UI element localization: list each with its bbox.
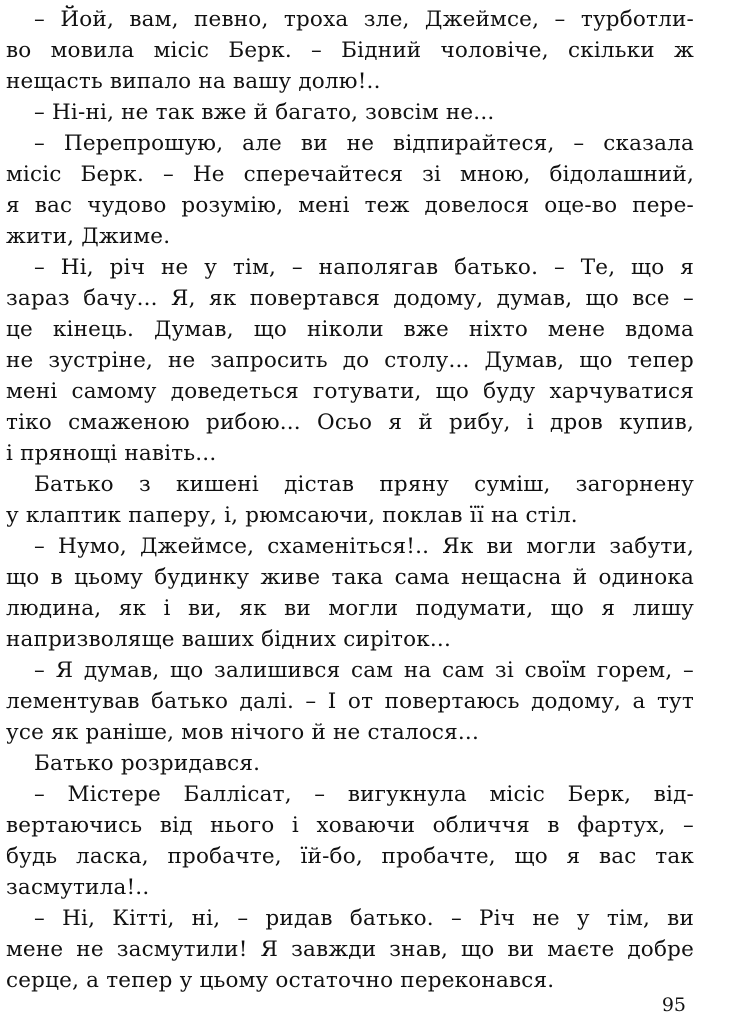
text-line: будь ласка, пробачте, їй-бо, пробачте, що я вас так bbox=[6, 844, 694, 869]
text-line: жити, Джиме. bbox=[6, 224, 171, 249]
text-line: – Перепрошую, але ви не відпирайтеся, – сказала bbox=[34, 131, 694, 156]
page-number: 95 bbox=[661, 994, 686, 1016]
text-line: – Йой, вам, певно, троха зле, Джеймсе, – турботли- bbox=[34, 7, 694, 32]
text-line: людина, як і ви, як ви могли подумати, що я лишу bbox=[6, 596, 694, 621]
text-line: лементував батько далі. – І от повертаюсь додому, а тут bbox=[6, 689, 694, 714]
text-line: Батько розридався. bbox=[34, 751, 261, 776]
text-line: тіко смаженою рибою... Осьо я й рибу, і дров купив, bbox=[6, 410, 694, 435]
text-line: – Я думав, що залишився сам на сам зі своїм горем, – bbox=[34, 658, 694, 683]
text-line: – Ні, річ не у тім, – наполягав батько. – Те, що я bbox=[34, 255, 694, 280]
text-line: місіс Берк. – Не сперечайтеся зі мною, бідолашний, bbox=[6, 162, 694, 187]
text-line: нещасть випало на вашу долю!.. bbox=[6, 69, 381, 94]
text-line: я вас чудово розумію, мені теж довелося оце-во пере- bbox=[6, 193, 694, 218]
text-line: вертаючись від нього і ховаючи обличчя в фартух, – bbox=[6, 813, 694, 838]
text-line: серце, а тепер у цьому остаточно переконався. bbox=[6, 968, 555, 993]
text-line: усе як раніше, мов нічого й не сталося... bbox=[6, 720, 479, 745]
text-line: Батько з кишені дістав пряну суміш, загорнену bbox=[34, 472, 694, 497]
text-line: мені самому доведеться готувати, що буду харчуватися bbox=[6, 379, 694, 404]
page-body bbox=[6, 4, 694, 996]
text-line: – Ні, Кітті, ні, – ридав батько. – Річ не у тім, ви bbox=[34, 906, 694, 931]
text-line: зараз бачу... Я, як повертався додому, думав, що все – bbox=[6, 286, 694, 311]
text-line: і прянощі навіть... bbox=[6, 441, 217, 466]
text-line: у клаптик паперу, і, рюмсаючи, поклав її на стіл. bbox=[6, 503, 578, 528]
text-line: – Містере Баллісат, – вигукнула місіс Берк, від- bbox=[34, 782, 694, 807]
text-line: во мовила місіс Берк. – Бідний чоловіче, скільки ж bbox=[6, 38, 694, 63]
text-line: – Нумо, Джеймсе, схаменіться!.. Як ви могли забути, bbox=[34, 534, 694, 559]
text-line: засмутила!.. bbox=[6, 875, 150, 900]
text-line: напризволяще ваших бідних сиріток... bbox=[6, 627, 451, 652]
text-line: не зустріне, не запросить до столу... Думав, що тепер bbox=[6, 348, 694, 373]
text-line: мене не засмутили! Я завжди знав, що ви маєте добре bbox=[6, 937, 694, 962]
text-line: це кінець. Думав, що ніколи вже ніхто мене вдома bbox=[6, 317, 694, 342]
text-line: що в цьому будинку живе така сама нещасна й одинока bbox=[6, 565, 694, 590]
text-line: – Ні-ні, не так вже й багато, зовсім не... bbox=[34, 100, 495, 125]
